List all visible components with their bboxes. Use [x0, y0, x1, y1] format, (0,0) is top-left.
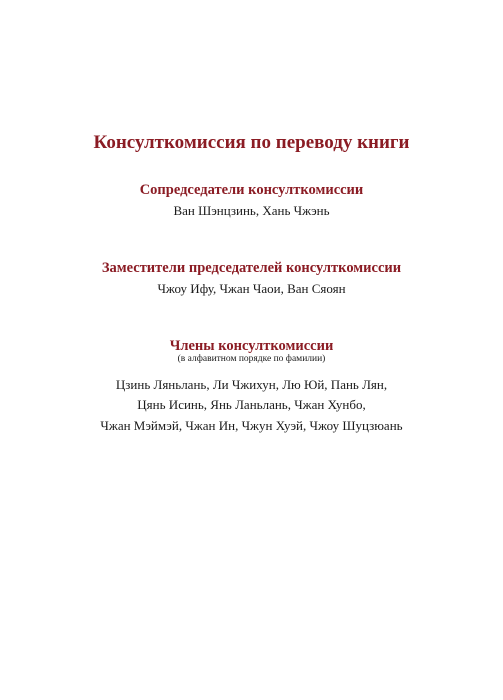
members-line: Чжан Мэймэй, Чжан Ин, Чжун Хуэй, Чжоу Шуцзюань — [100, 418, 403, 433]
page-title: Консулткомиссия по переводу книги — [93, 132, 410, 153]
section-heading-members: Члены консулткомиссии — [169, 338, 334, 354]
members-line: Цянь Исинь, Янь Ланьлань, Чжан Хунбо, — [137, 397, 366, 412]
deputy-chairs-names: Чжоу Ифу, Чжан Чаои, Ван Сяоян — [157, 281, 346, 296]
co-chairs-names: Ван Шэнцзинь, Хань Чжэнь — [173, 203, 330, 218]
section-heading-co-chairs: Сопредседатели консулткомиссии — [139, 182, 364, 198]
section-heading-deputy-chairs: Заместители председателей консулткомиссии — [101, 260, 402, 276]
members-ordering-note: (в алфавитном порядке по фамилии) — [177, 354, 326, 364]
members-line: Цзинь Ляньлань, Ли Чжихун, Лю Юй, Пань Лян, — [115, 377, 388, 392]
